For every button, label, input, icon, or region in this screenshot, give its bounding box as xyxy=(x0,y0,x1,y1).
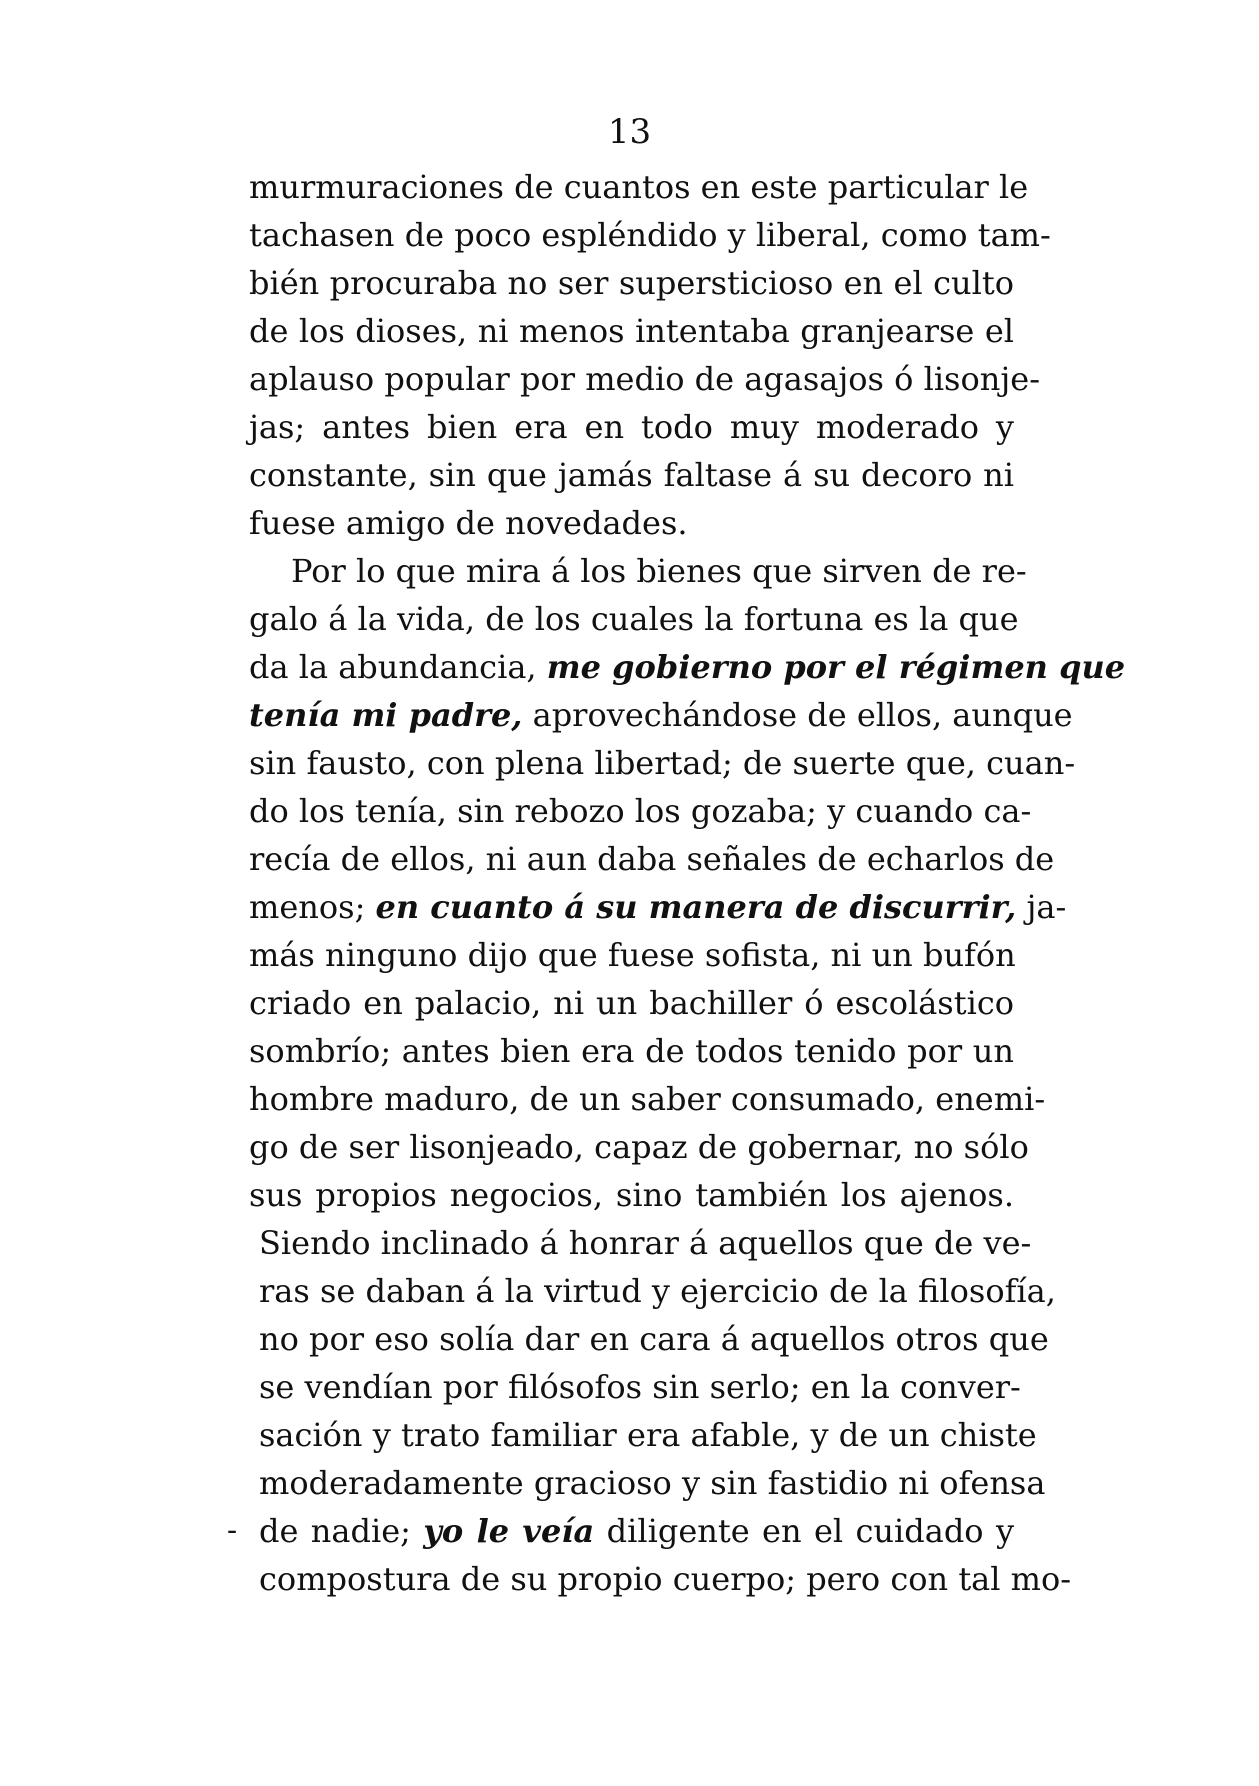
text-line: constante, sin que jamás faltase á su decoro ni xyxy=(249,456,1014,494)
italic-phrase: tenía mi padre, xyxy=(249,696,523,734)
text-line-with-italic xyxy=(249,883,1067,931)
text-line: moderadamente gracioso y sin fastidio ni ofensa xyxy=(259,1464,1046,1502)
italic-phrase: en cuanto á su manera de discurrir, xyxy=(375,888,1017,926)
text-line: más ninguno dijo que fuese sofista, ni un bufón xyxy=(249,936,1016,974)
text-line: ras se daban á la virtud y ejercicio de la filosofía, xyxy=(259,1272,1056,1310)
paragraph-start-line: Por lo que mira á los bienes que sirven de re- xyxy=(291,552,1027,590)
text-line: galo á la vida, de los cuales la fortuna es la que xyxy=(249,600,1019,638)
text-line-with-italic xyxy=(227,1507,1015,1555)
text-line: bién procuraba no ser supersticioso en el culto xyxy=(249,264,1014,302)
line-text: da la abundancia, xyxy=(249,648,547,686)
line-text: menos; xyxy=(249,888,376,926)
line-text: aprovechándose de ellos, aunque xyxy=(522,696,1073,734)
line-text: diligente en el cuidado y xyxy=(594,1512,1015,1550)
line-text: de nadie; xyxy=(259,1512,424,1550)
text-line: fuese amigo de novedades. xyxy=(249,504,688,542)
text-line-with-italic xyxy=(249,691,1073,739)
text-line: compostura de su propio cuerpo; pero con tal mo- xyxy=(259,1560,1072,1598)
text-line: criado en palacio, ni un bachiller ó escolástico xyxy=(249,984,1014,1022)
text-line: tachasen de poco espléndido y liberal, como tam- xyxy=(249,216,1051,254)
italic-phrase: yo le veía xyxy=(423,1512,595,1550)
text-line: de los dioses, ni menos intentaba granjearse el xyxy=(249,312,1014,350)
text-line: sin fausto, con plena libertad; de suerte que, cuan- xyxy=(249,744,1076,782)
text-line: do los tenía, sin rebozo los gozaba; y cuando ca- xyxy=(249,792,1032,830)
text-line: sación y trato familiar era afable, y de un chiste xyxy=(259,1416,1037,1454)
text-line: hombre maduro, de un saber consumado, enemi- xyxy=(249,1080,1046,1118)
italic-phrase: me gobierno por el régimen que xyxy=(546,648,1126,686)
margin-mark: - xyxy=(227,1513,238,1548)
text-line: Siendo inclinado á honrar á aquellos que de ve- xyxy=(259,1224,1032,1262)
text-line: recía de ellos, ni aun daba señales de echarlos de xyxy=(249,840,1055,878)
text-line: sombrío; antes bien era de todos tenido por un xyxy=(249,1032,1014,1070)
text-line: sus propios negocios, sino también los ajenos. xyxy=(249,1176,1014,1214)
page-number: 13 xyxy=(607,112,652,152)
text-line: go de ser lisonjeado, capaz de gobernar, no sólo xyxy=(249,1128,1029,1166)
text-line: murmuraciones de cuantos en este particular le xyxy=(249,168,1029,206)
text-line-with-italic xyxy=(249,643,1126,691)
line-text: ja- xyxy=(1016,888,1067,926)
text-line: aplauso popular por medio de agasajos ó lisonje- xyxy=(249,360,1041,398)
text-line: jas; antes bien era en todo muy moderado y xyxy=(249,408,1014,446)
text-line: no por eso solía dar en cara á aquellos otros que xyxy=(259,1320,1049,1358)
text-line: se vendían por filósofos sin serlo; en la conver- xyxy=(259,1368,1021,1406)
body-text xyxy=(227,163,1126,1603)
